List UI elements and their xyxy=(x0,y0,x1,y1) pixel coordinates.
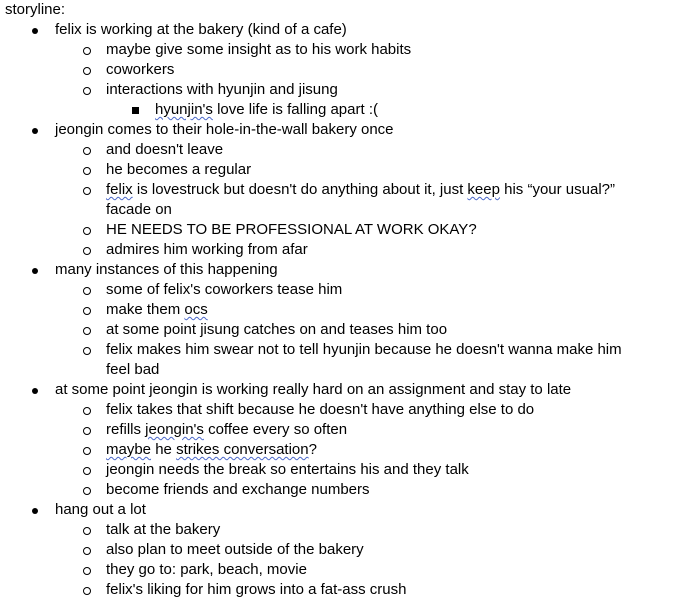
bullet-circle xyxy=(83,140,91,160)
list-item: at some point jisung catches on and teases him too xyxy=(106,321,448,338)
bullet-circle xyxy=(83,520,91,540)
list-item: many instances of this happening xyxy=(55,261,278,278)
bullet-square xyxy=(132,100,139,120)
list-item: felix makes him swear not to tell hyunjin because he doesn't wanna make him xyxy=(106,341,622,358)
list-item: hang out a lot xyxy=(55,501,146,518)
list-item: jeongin comes to their hole-in-the-wall bakery once xyxy=(55,121,394,138)
bullet-circle xyxy=(83,280,91,300)
list-item: also plan to meet outside of the bakery xyxy=(106,541,364,558)
list-item: HE NEEDS TO BE PROFESSIONAL AT WORK OKAY? xyxy=(106,221,477,238)
list-item: he becomes a regular xyxy=(106,161,252,178)
heading: storyline: xyxy=(5,1,66,18)
list-item: they go to: park, beach, movie xyxy=(106,561,307,578)
list-item: refills jeongin's coffee every so often xyxy=(106,421,348,438)
list-item: talk at the bakery xyxy=(106,521,221,538)
bullet-circle xyxy=(83,80,91,100)
bullet-circle xyxy=(83,400,91,420)
list-item: jeongin needs the break so entertains his and they talk xyxy=(106,461,469,478)
bullet-circle xyxy=(83,180,91,200)
bullet-dot xyxy=(32,380,38,400)
list-item: at some point jeongin is working really hard on an assignment and stay to late xyxy=(55,381,572,398)
bullet-circle xyxy=(83,560,91,580)
list-item: felix's liking for him grows into a fat-ass crush xyxy=(106,581,407,598)
spellcheck-word[interactable]: keep xyxy=(467,181,500,198)
bullet-circle xyxy=(83,240,91,260)
bullet-circle xyxy=(83,540,91,560)
bullet-dot xyxy=(32,500,38,520)
bullet-dot xyxy=(32,260,38,280)
spellcheck-word[interactable]: maybe xyxy=(106,441,152,458)
list-item: admires him working from afar xyxy=(106,241,308,258)
spellcheck-word[interactable]: ocs xyxy=(184,301,208,318)
spellcheck-word[interactable]: felix xyxy=(106,181,133,198)
list-item-continuation: facade on xyxy=(106,201,172,218)
spellcheck-word[interactable]: jeongin's xyxy=(145,421,204,438)
bullet-circle xyxy=(83,220,91,240)
bullet-circle xyxy=(83,40,91,60)
bullet-circle xyxy=(83,420,91,440)
spellcheck-word[interactable]: hyunjin's xyxy=(155,101,213,118)
bullet-circle xyxy=(83,320,91,340)
bullet-circle xyxy=(83,580,91,600)
list-item: interactions with hyunjin and jisung xyxy=(106,81,338,98)
spellcheck-word[interactable]: strikes conversation xyxy=(176,441,309,458)
list-item: coworkers xyxy=(106,61,175,78)
bullet-circle xyxy=(83,440,91,460)
list-item: make them ocs xyxy=(106,301,208,318)
list-item: maybe he strikes conversation? xyxy=(106,441,317,458)
list-item: some of felix's coworkers tease him xyxy=(106,281,343,298)
list-item: hyunjin's love life is falling apart :( xyxy=(155,101,378,118)
bullet-circle xyxy=(83,480,91,500)
bullet-dot xyxy=(32,120,38,140)
list-item: maybe give some insight as to his work habits xyxy=(106,41,412,58)
list-item-continuation: feel bad xyxy=(106,361,160,378)
bullet-circle xyxy=(83,460,91,480)
list-item: become friends and exchange numbers xyxy=(106,481,370,498)
list-item: and doesn't leave xyxy=(106,141,224,158)
list-item: felix takes that shift because he doesn't have anything else to do xyxy=(106,401,535,418)
bullet-circle xyxy=(83,160,91,180)
list-item: felix is working at the bakery (kind of a cafe) xyxy=(55,21,347,38)
bullet-circle xyxy=(83,60,91,80)
bullet-dot xyxy=(32,20,38,40)
bullet-circle xyxy=(83,300,91,320)
list-item: felix is lovestruck but doesn't do anything about it, just keep his “your usual?” xyxy=(106,181,616,198)
bullet-circle xyxy=(83,340,91,360)
